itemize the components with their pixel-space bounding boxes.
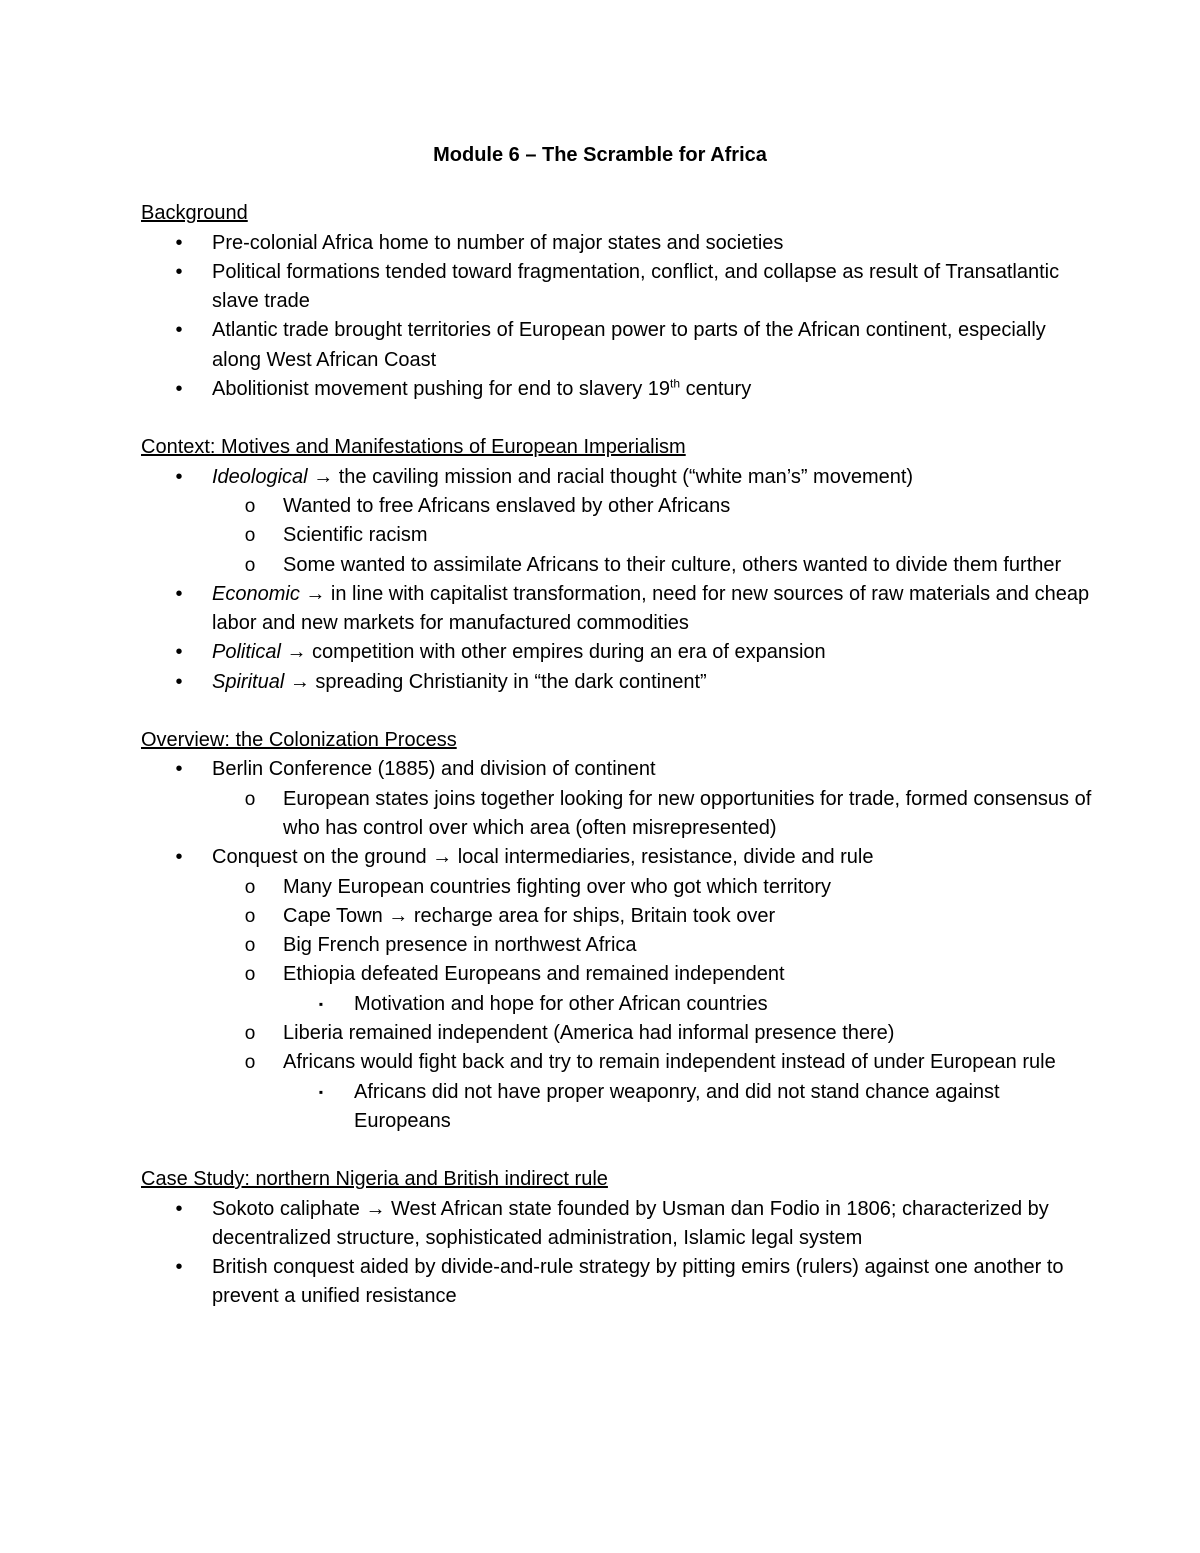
- list-item: • Spiritual → spreading Christianity in “the dark continent”: [141, 668, 1100, 697]
- bullet-icon: •: [175, 758, 183, 781]
- circle-bullet-icon: o: [244, 1052, 256, 1074]
- arrow-icon: →: [432, 846, 453, 869]
- circle-bullet-icon: o: [244, 964, 256, 986]
- list-item: o Scientific racism: [141, 521, 1100, 550]
- bullet-icon: •: [175, 319, 183, 342]
- list-item: • British conquest aided by divide-and-rule strategy by pitting emirs (rulers) against one another to prevent a unified resistance: [141, 1253, 1100, 1312]
- circle-bullet-icon: o: [244, 495, 256, 517]
- arrow-icon: →: [365, 1197, 386, 1220]
- bullet-icon: •: [175, 641, 183, 664]
- list-item: o Cape Town → recharge area for ships, Britain took over: [141, 902, 1100, 931]
- list-item: o Ethiopia defeated Europeans and remained independent: [141, 960, 1100, 989]
- bullet-icon: •: [175, 231, 183, 254]
- list-item: o Many European countries fighting over who got which territory: [141, 873, 1100, 902]
- list-item: • Berlin Conference (1885) and division of continent: [141, 755, 1100, 784]
- circle-bullet-icon: o: [244, 1023, 256, 1045]
- square-bullet-icon: ▪: [318, 996, 324, 1011]
- page-title: Module 6 – The Scramble for Africa: [433, 144, 767, 166]
- list-item: • Abolitionist movement pushing for end to slavery 19th century: [141, 375, 1100, 404]
- circle-bullet-icon: o: [244, 525, 256, 547]
- circle-bullet-icon: o: [244, 554, 256, 576]
- list-item: • Atlantic trade brought territories of European power to parts of the African continent, especially along West African Coast: [141, 316, 1100, 375]
- section-heading: Background: [141, 202, 248, 225]
- arrow-icon: →: [305, 582, 326, 605]
- list-item: o Wanted to free Africans enslaved by other Africans: [141, 492, 1100, 521]
- circle-bullet-icon: o: [244, 905, 256, 927]
- arrow-icon: →: [289, 670, 310, 693]
- section-overview: [141, 726, 1100, 1136]
- section-heading: Context: Motives and Manifestations of European Imperialism: [141, 436, 686, 459]
- circle-bullet-icon: o: [244, 935, 256, 957]
- list-item: • Conquest on the ground → local intermediaries, resistance, divide and rule: [141, 843, 1100, 872]
- list-item: o Africans would fight back and try to remain independent instead of under European rule: [141, 1048, 1100, 1077]
- list-item: o European states joins together looking for new opportunities for trade, formed consensus of who has control over which area (often misrepresented): [141, 785, 1100, 844]
- list-item: • Political formations tended toward fragmentation, conflict, and collapse as result of Transatlantic slave trade: [141, 258, 1100, 317]
- list-item: • Economic → in line with capitalist transformation, need for new sources of raw materials and cheap labor and new markets for manufactured commodities: [141, 580, 1100, 639]
- circle-bullet-icon: o: [244, 876, 256, 898]
- circle-bullet-icon: o: [244, 788, 256, 810]
- bullet-icon: •: [175, 1256, 183, 1279]
- list-item: ▪ Motivation and hope for other African countries: [141, 990, 1100, 1019]
- list-item: ▪ Africans did not have proper weaponry, and did not stand chance against Europeans: [141, 1078, 1100, 1137]
- arrow-icon: →: [388, 904, 409, 927]
- section-context: [141, 433, 1100, 697]
- arrow-icon: →: [313, 465, 334, 488]
- bullet-icon: •: [175, 260, 183, 283]
- bullet-icon: •: [175, 1197, 183, 1220]
- list-item: o Some wanted to assimilate Africans to their culture, others wanted to divide them further: [141, 551, 1100, 580]
- square-bullet-icon: ▪: [318, 1084, 324, 1099]
- section-heading: Overview: the Colonization Process: [141, 729, 457, 752]
- section-heading: Case Study: northern Nigeria and British indirect rule: [141, 1168, 608, 1191]
- bullet-icon: •: [175, 465, 183, 488]
- arrow-icon: →: [286, 641, 307, 664]
- section-background: [141, 199, 1100, 404]
- list-item: • Sokoto caliphate → West African state founded by Usman dan Fodio in 1806; characterized by decentralized structure, sophisticated administration, Islamic legal system: [141, 1195, 1100, 1254]
- bullet-icon: •: [175, 582, 183, 605]
- bullet-icon: •: [175, 670, 183, 693]
- list-item: o Big French presence in northwest Africa: [141, 931, 1100, 960]
- bullet-icon: •: [175, 378, 183, 401]
- bullet-icon: •: [175, 846, 183, 869]
- section-case-study: [141, 1165, 1100, 1311]
- list-item: • Pre-colonial Africa home to number of major states and societies: [141, 229, 1100, 258]
- list-item: • Political → competition with other empires during an era of expansion: [141, 638, 1100, 667]
- list-item: o Liberia remained independent (America had informal presence there): [141, 1019, 1100, 1048]
- list-item: • Ideological → the caviling mission and racial thought (“white man’s” movement): [141, 463, 1100, 492]
